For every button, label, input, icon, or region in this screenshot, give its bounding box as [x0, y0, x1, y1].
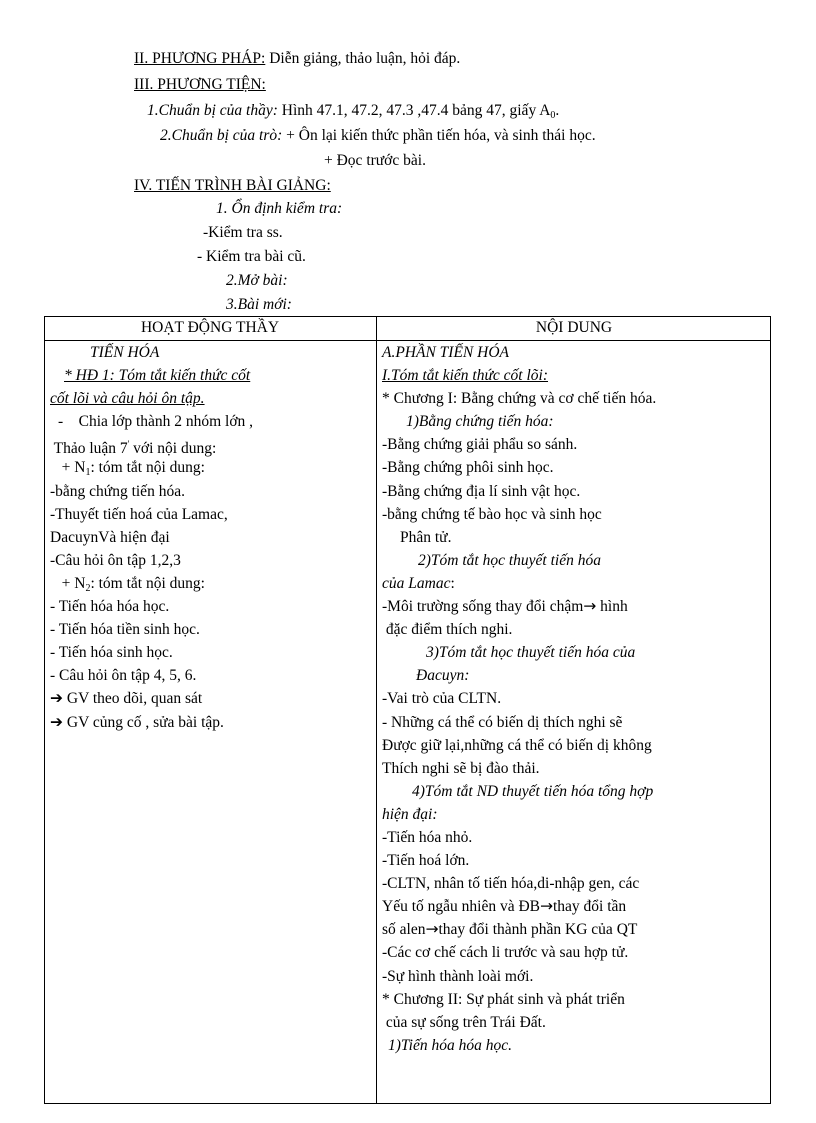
left-line-dacuyn: DacuynVà hiện đại	[50, 528, 170, 546]
right-line-yeu-to	[382, 895, 768, 918]
chuan-bi-tro-line	[160, 125, 596, 147]
tom-tat-text: I.Tóm tắt kiến thức cốt lõi:	[382, 367, 549, 385]
kiem-tra-bai-cu: - Kiểm tra bài cũ.	[197, 248, 306, 265]
right-line-chuong-2: * Chương II: Sự phát sinh và phát triển	[382, 990, 625, 1008]
thao-luan-sup: '	[127, 439, 130, 450]
left-line-gv-theo-doi	[50, 687, 372, 710]
right-line-tien-hoa-nho: -Tiến hóa nhỏ.	[382, 828, 473, 846]
gv-theo-doi-text: GV theo dõi, quan sát	[66, 690, 203, 708]
right-line-nhung-ca-the: - Những cá thể có biến dị thích nghi sẽ	[382, 713, 623, 731]
chuan-bi-thay-label: 1.Chuẩn bị của thầy:	[147, 102, 278, 119]
cua-lamac-text: của Lamac	[382, 574, 451, 592]
col-header-noi-dung: NỘI DUNG	[535, 319, 613, 336]
thao-luan-b: với nội dung:	[129, 440, 217, 458]
mo-bai: 2.Mở bài:	[226, 272, 288, 289]
phuong-tien-heading	[134, 74, 266, 96]
tien-trinh-heading	[134, 175, 331, 197]
phuong-phap-line	[134, 48, 460, 70]
on-dinh-kiem-tra: 1. Ổn định kiểm tra:	[216, 200, 343, 217]
arrow-right-icon: →	[583, 597, 597, 616]
phuong-tien-label: III. PHƯƠNG TIỆN:	[134, 76, 266, 93]
hd1-title-a: * HĐ 1: Tóm tắt kiến thức cốt	[64, 367, 251, 385]
chuan-bi-thay-text: Hình 47.1, 47.2, 47.3 ,47.4 bảng 47, giấy A	[277, 102, 551, 119]
right-line-tien-hoa-hoa-hoc: 1)Tiến hóa hóa học.	[388, 1036, 512, 1054]
n1-a: + N	[50, 459, 86, 477]
chuan-bi-thay-sub: 0	[550, 110, 556, 121]
chuan-bi-thay-end: .	[555, 102, 560, 119]
moi-truong-hinh: hình	[596, 598, 628, 616]
right-line-so-alen	[382, 918, 768, 941]
arrow-right-icon: ➔	[50, 689, 63, 708]
right-line-su-song: của sự sống trên Trái Đất.	[382, 1013, 546, 1031]
so-alen-text: số alen	[382, 921, 426, 939]
moi-truong-text: -Môi trường sống thay đổi chậm	[382, 598, 584, 616]
phuong-phap-text: Diễn giảng, thảo luận, hỏi đáp.	[265, 50, 461, 67]
n2-sub: 2	[85, 582, 91, 594]
right-line-tien-hoa-lon: -Tiến hoá lớn.	[382, 852, 470, 870]
left-line-cau-hoi-456: - Câu hỏi ôn tập 4, 5, 6.	[50, 667, 197, 685]
thao-luan-a: Thảo luận 7	[50, 440, 128, 458]
right-line-giai-phau: -Bằng chứng giải phẩu so sánh.	[382, 436, 578, 454]
right-line-phoi-sinh: -Bằng chứng phôi sinh học.	[382, 459, 554, 477]
arrow-right-icon: →	[425, 920, 439, 939]
right-line-bang-chung-tien-hoa: 1)Bằng chứng tiến hóa:	[406, 413, 554, 431]
right-line-dac-diem: đặc điểm thích nghi.	[382, 621, 513, 639]
left-line-tien-sinh-hoc: - Tiến hóa tiền sinh học.	[50, 621, 200, 639]
so-alen-thay-doi: thay đổi thành phần KG của QT	[438, 921, 638, 939]
right-line-dacuyn: Đacuyn:	[416, 667, 470, 685]
tien-trinh-label: IV. TIẾN TRÌNH BÀI GIẢNG:	[134, 177, 331, 194]
right-line-chuong-1: * Chương I: Bằng chứng và cơ chế tiến hóa.	[382, 390, 657, 408]
right-line-hinh-thanh: -Sự hình thành loài mới.	[382, 967, 534, 985]
left-line-hoa-hoc: - Tiến hóa hóa học.	[50, 598, 170, 616]
cua-lamac-colon: :	[450, 574, 455, 592]
gv-cung-co-text: GV củng cố , sửa bài tập.	[66, 713, 224, 731]
right-column	[382, 341, 768, 1057]
yeu-to-thay-doi: thay đổi tần	[552, 898, 627, 916]
phuong-phap-label: II. PHƯƠNG PHÁP:	[134, 50, 266, 67]
left-column	[50, 341, 372, 734]
right-line-te-bao: -bằng chứng tế bào học và sinh học	[382, 505, 602, 523]
right-line-lamac-title: 2)Tóm tắt học thuyết tiến hóa	[418, 551, 601, 569]
right-line-thich-nghi: Thích nghi sẽ bị đào thải.	[382, 759, 540, 777]
left-line-tien-hoa: TIẾN HÓA	[90, 344, 160, 361]
right-line-phan-tien-hoa: A.PHẦN TIẾN HÓA	[382, 344, 510, 361]
left-line-n2	[50, 572, 372, 595]
n1-sub: 1	[85, 467, 91, 479]
right-line-duoc-giu-lai: Được giữ lại,những cá thể có biến dị không	[382, 736, 652, 754]
chuan-bi-tro-label: 2.Chuẩn bị của trò:	[160, 127, 283, 144]
kiem-tra-ss: -Kiểm tra ss.	[203, 224, 283, 241]
bai-moi: 3.Bài mới:	[226, 296, 292, 313]
chuan-bi-tro-text: + Ôn lại kiến thức phần tiến hóa, và sinh thái học.	[282, 127, 596, 144]
hd1-title-b: cốt lõi và câu hỏi ôn tập.	[50, 390, 205, 408]
n1-b: : tóm tắt nội dung:	[90, 459, 205, 477]
right-line-dacuyn-title: 3)Tóm tắt học thuyết tiến hóa của	[426, 644, 636, 662]
arrow-right-icon: ➔	[50, 712, 63, 731]
yeu-to-text: Yếu tố ngẫu nhiên và ĐB	[382, 898, 540, 916]
right-line-co-che: -Các cơ chế cách li trước và sau hợp tử.	[382, 944, 629, 962]
left-line-thuyet-lamac: -Thuyết tiến hoá của Lamac,	[50, 505, 228, 523]
arrow-right-icon: →	[539, 897, 553, 916]
left-line-hd1-a	[50, 364, 372, 387]
right-line-dia-li: -Bằng chứng địa lí sinh vật học.	[382, 482, 581, 500]
right-line-phan-tu: Phân tử.	[400, 528, 452, 546]
right-line-vai-tro: -Vai trò của CLTN.	[382, 690, 502, 708]
right-line-cua-lamac	[382, 572, 768, 595]
col-header-hoat-dong-thay: HOẠT ĐỘNG THẦY	[140, 319, 280, 336]
left-line-sinh-hoc: - Tiến hóa sinh học.	[50, 644, 173, 662]
left-line-cau-hoi-123: -Câu hỏi ôn tập 1,2,3	[50, 551, 181, 569]
left-line-chia-lop: - Chia lớp thành 2 nhóm lớn ,	[58, 413, 254, 431]
right-line-cltn: -CLTN, nhân tố tiến hóa,di-nhập gen, các	[382, 875, 640, 893]
table-column-divider	[376, 316, 377, 1104]
right-line-tom-tat	[382, 364, 768, 387]
right-line-moi-truong	[382, 595, 768, 618]
doc-truoc-bai: + Đọc trước bài.	[324, 152, 426, 169]
left-line-hd1-b	[50, 387, 372, 410]
right-line-hien-dai: hiện đại:	[382, 805, 438, 823]
right-line-tong-hop-title: 4)Tóm tắt ND thuyết tiến hóa tổng hợp	[412, 782, 654, 800]
left-line-thao-luan	[50, 433, 372, 456]
left-line-n1	[50, 456, 372, 479]
left-line-gv-cung-co	[50, 711, 372, 734]
n2-a: + N	[50, 574, 86, 592]
chuan-bi-thay-line	[147, 100, 559, 127]
n2-b: : tóm tắt nội dung:	[90, 574, 205, 592]
left-line-bang-chung: -bằng chứng tiến hóa.	[50, 482, 185, 500]
